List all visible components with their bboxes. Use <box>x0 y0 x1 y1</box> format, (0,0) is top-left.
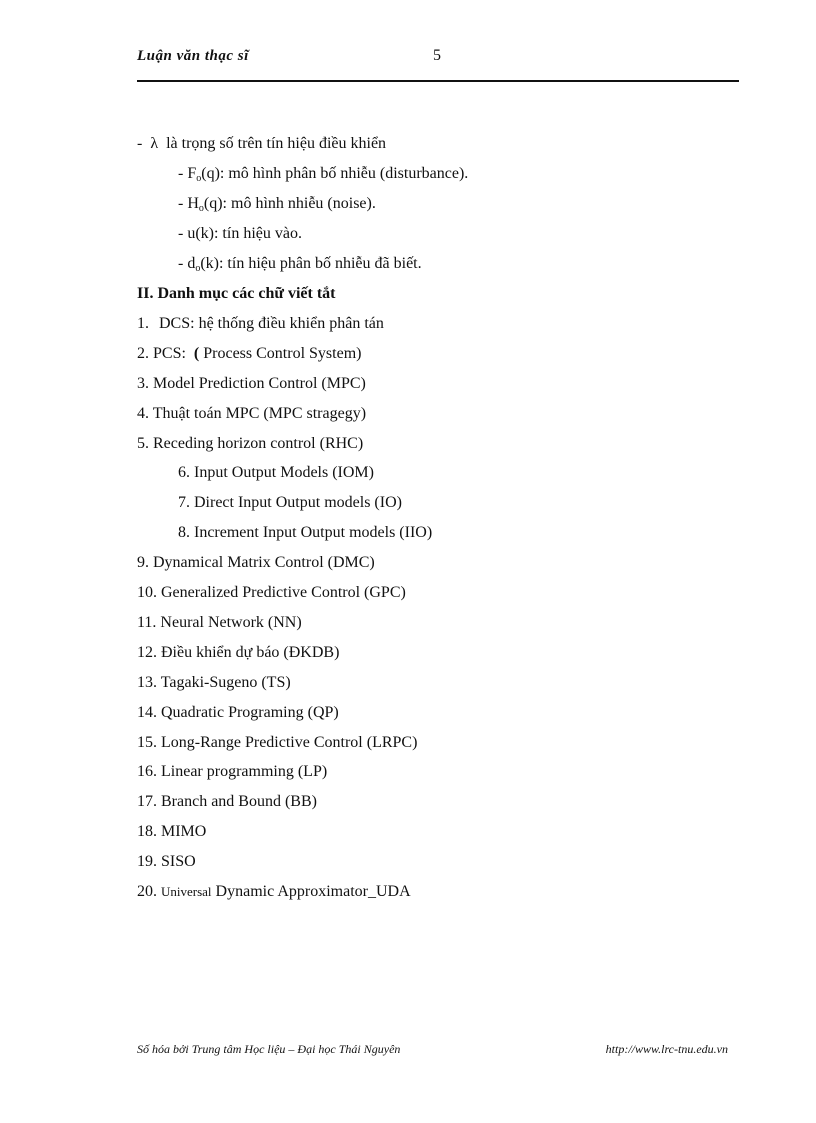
running-header-title: Luận văn thạc sĩ <box>137 48 249 64</box>
list-item: 14. Quadratic Programing (QP) <box>137 704 339 721</box>
list-item-number: 20. <box>137 883 157 900</box>
notation-ho-sub: o <box>198 203 204 214</box>
list-item: 13. Tagaki-Sugeno (TS) <box>137 674 291 691</box>
notation-do-lead: - d <box>178 255 196 272</box>
list-item: 7. Direct Input Output models (IO) <box>178 494 402 511</box>
list-item: 9. Dynamical Matrix Control (DMC) <box>137 554 375 571</box>
notation-ho <box>178 194 376 214</box>
list-item: 5. Receding horizon control (RHC) <box>137 435 364 452</box>
notation-lambda <box>137 134 386 154</box>
list-item: 15. Long-Range Predictive Control (LRPC) <box>137 734 418 751</box>
footer-url: http://www.lrc-tnu.edu.vn <box>605 1042 728 1056</box>
list-item: 18. MIMO <box>137 823 207 840</box>
list-item: 17. Branch and Bound (BB) <box>137 793 317 810</box>
footer-source: Số hóa bởi Trung tâm Học liệu – Đại học Thái Nguyên <box>137 1042 401 1056</box>
list-item-text: Process Control System) <box>203 345 362 362</box>
list-item: 12. Điều khiển dự báo (ĐKDB) <box>137 644 340 661</box>
list-item: 8. Increment Input Output models (IIO) <box>178 524 433 541</box>
notation-do <box>178 254 422 274</box>
notation-do-sub: o <box>195 263 201 274</box>
list-item-paren: ( <box>193 345 200 362</box>
notation-ho-lead: - H <box>178 195 199 212</box>
list-item-small-text: Universal <box>161 884 212 899</box>
notation-fo-lead: - F <box>178 165 197 182</box>
list-item-text: DCS: hệ thống điều khiển phân tán <box>159 315 384 332</box>
list-item <box>137 314 384 334</box>
list-item: 6. Input Output Models (IOM) <box>178 464 374 481</box>
list-item: 4. Thuật toán MPC (MPC stragegy) <box>137 405 367 422</box>
page-number: 5 <box>433 47 441 64</box>
notation-fo-text: (q): mô hình phân bố nhiễu (disturbance). <box>201 165 469 182</box>
notation-do-text: (k): tín hiệu phân bố nhiễu đã biết. <box>200 255 422 272</box>
list-item: 16. Linear programming (LP) <box>137 763 328 780</box>
notation-fo <box>178 164 468 184</box>
list-item: 3. Model Prediction Control (MPC) <box>137 375 366 392</box>
list-item <box>137 882 411 902</box>
list-item-text: Dynamic Approximator_UDA <box>215 883 411 900</box>
notation-lambda-text: là trọng số trên tín hiệu điều khiển <box>166 135 387 152</box>
lambda-symbol: λ <box>150 135 159 152</box>
notation-uk: - u(k): tín hiệu vào. <box>178 225 302 242</box>
list-item: 10. Generalized Predictive Control (GPC) <box>137 584 406 601</box>
notation-fo-sub: o <box>196 173 202 184</box>
list-item: 11. Neural Network (NN) <box>137 614 302 631</box>
list-item-prefix: 2. PCS: <box>137 345 186 362</box>
list-item <box>137 344 361 364</box>
notation-dash: - <box>137 135 143 152</box>
header-divider <box>137 80 739 82</box>
section-heading: II. Danh mục các chữ viết tắt <box>137 285 336 302</box>
list-item-number: 1. <box>137 315 149 332</box>
list-item: 19. SISO <box>137 853 196 870</box>
notation-ho-text: (q): mô hình nhiễu (noise). <box>203 195 376 212</box>
